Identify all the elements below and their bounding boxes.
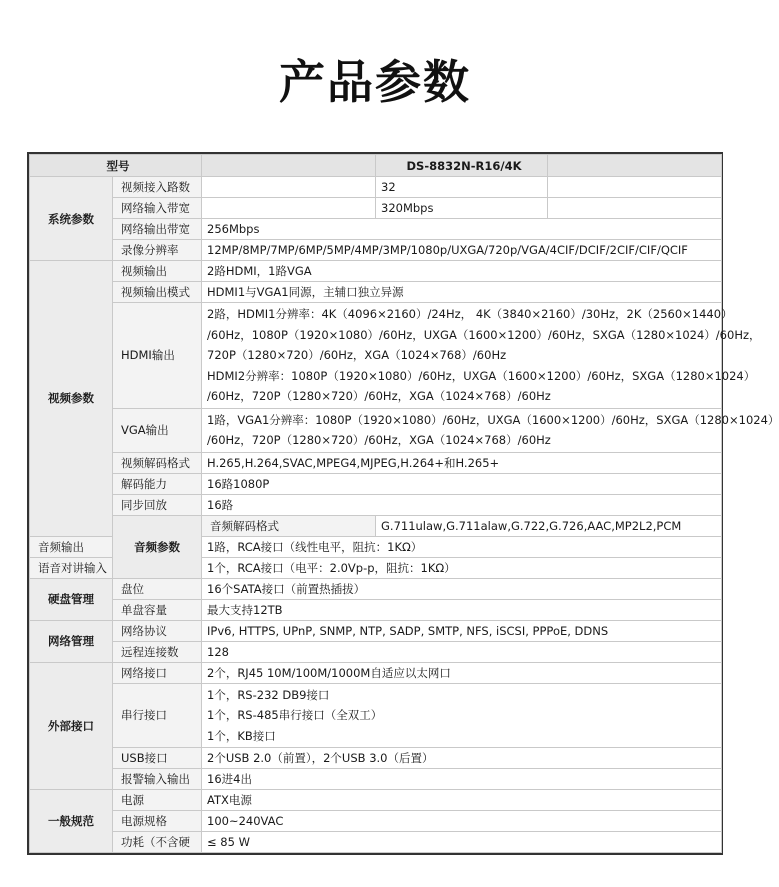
table-row bbox=[30, 748, 722, 769]
table-row bbox=[30, 177, 722, 198]
row-label: 解码能力 bbox=[113, 473, 202, 494]
table-row bbox=[30, 683, 722, 748]
row-value: 100~240VAC bbox=[202, 811, 722, 832]
row-value: H.265,H.264,SVAC,MPEG4,MJPEG,H.264+和H.265+ bbox=[202, 452, 722, 473]
row-value: G.711ulaw,G.711alaw,G.722,G.726,AAC,MP2L2,PCM bbox=[376, 515, 722, 536]
row-value: 16路1080P bbox=[202, 473, 722, 494]
spec-table bbox=[27, 152, 779, 855]
category-audio: 音频参数 bbox=[113, 515, 202, 578]
table-header-row bbox=[30, 155, 722, 177]
row-value: ATX电源 bbox=[202, 790, 722, 811]
row-label: VGA输出 bbox=[113, 408, 202, 452]
table-row bbox=[30, 282, 722, 303]
table-row bbox=[30, 219, 722, 240]
row-label: 盘位 bbox=[113, 578, 202, 599]
row-label: 网络输入带宽 bbox=[113, 198, 202, 219]
row-value: 2个，RJ45 10M/100M/1000M自适应以太网口 bbox=[202, 662, 722, 683]
model-value: DS-8832N-R16/4K bbox=[376, 155, 548, 177]
row-label: 网络协议 bbox=[113, 620, 202, 641]
header-blank-cell bbox=[202, 155, 376, 177]
row-value: 12MP/8MP/7MP/6MP/5MP/4MP/3MP/1080p/UXGA/720p/VGA/4CIF/DCIF/2CIF/CIF/QCIF bbox=[202, 240, 722, 261]
table-row bbox=[30, 578, 722, 599]
hdmi-output-value bbox=[202, 303, 761, 409]
row-label: 视频输出模式 bbox=[113, 282, 202, 303]
category-video: 视频参数 bbox=[30, 261, 113, 537]
value-line: /60Hz，720P（1280×720）/60Hz，XGA（1024×768）/60Hz bbox=[207, 433, 551, 447]
table-row bbox=[30, 769, 722, 790]
table-row bbox=[30, 473, 722, 494]
row-label: 功耗（不含硬 bbox=[113, 832, 202, 853]
row-label: USB接口 bbox=[113, 748, 202, 769]
row-label: 单盘容量 bbox=[113, 599, 202, 620]
row-value: 16路 bbox=[202, 494, 722, 515]
row-value: IPv6, HTTPS, UPnP, SNMP, NTP, SADP, SMTP, NFS, iSCSI, PPPoE, DDNS bbox=[202, 620, 722, 641]
header-blank-cell bbox=[548, 155, 722, 177]
table-row bbox=[30, 790, 722, 811]
value-line: /60Hz，720P（1280×720）/60Hz，XGA（1024×768）/60Hz bbox=[207, 389, 551, 403]
row-label: 视频解码格式 bbox=[113, 452, 202, 473]
value-line: 2路，HDMI1分辨率：4K（4096×2160）/24Hz， 4K（3840×2160）/30Hz，2K（2560×1440） bbox=[207, 307, 733, 321]
serial-port-value bbox=[202, 683, 722, 748]
row-value: 最大支持12TB bbox=[202, 599, 722, 620]
row-value: 16进4出 bbox=[202, 769, 722, 790]
table-row bbox=[30, 620, 722, 641]
row-label: 远程连接数 bbox=[113, 641, 202, 662]
row-label: 视频输出 bbox=[113, 261, 202, 282]
value-line: 1路，VGA1分辨率：1080P（1920×1080）/60Hz，UXGA（1600×1200）/60Hz，SXGA（1280×1024） bbox=[207, 412, 779, 427]
row-label: 报警输入输出 bbox=[113, 769, 202, 790]
row-label: 录像分辨率 bbox=[113, 240, 202, 261]
page-title: 产品参数 bbox=[279, 55, 471, 109]
row-value: 16个SATA接口（前置热插拔） bbox=[202, 578, 722, 599]
table-row bbox=[30, 303, 722, 409]
value-line: 720P（1280×720）/60Hz，XGA（1024×768）/60Hz bbox=[207, 348, 507, 362]
row-label: 同步回放 bbox=[113, 494, 202, 515]
table-row bbox=[30, 641, 722, 662]
row-value: ≤ 85 W bbox=[202, 832, 722, 853]
row-value: 32 bbox=[376, 177, 548, 198]
category-disk: 硬盘管理 bbox=[30, 578, 113, 620]
row-label: 音频输出 bbox=[30, 536, 113, 557]
table-row bbox=[30, 452, 722, 473]
vga-output-value bbox=[202, 408, 779, 452]
blank-cell bbox=[202, 198, 376, 219]
table-row bbox=[30, 662, 722, 683]
row-value: 256Mbps bbox=[202, 219, 722, 240]
row-value: 320Mbps bbox=[376, 198, 548, 219]
table-row bbox=[30, 515, 722, 536]
table-row bbox=[30, 261, 722, 282]
blank-cell bbox=[548, 198, 722, 219]
row-label: 网络输出带宽 bbox=[113, 219, 202, 240]
row-label: 视频接入路数 bbox=[113, 177, 202, 198]
row-value: 128 bbox=[202, 641, 722, 662]
row-label: 电源 bbox=[113, 790, 202, 811]
blank-cell bbox=[548, 177, 722, 198]
table-row bbox=[30, 832, 722, 853]
table-row bbox=[30, 599, 722, 620]
category-interfaces: 外部接口 bbox=[30, 662, 113, 790]
row-label: 电源规格 bbox=[113, 811, 202, 832]
row-value: HDMI1与VGA1同源，主辅口独立异源 bbox=[202, 282, 722, 303]
table-row bbox=[30, 494, 722, 515]
value-line: /60Hz，1080P（1920×1080）/60Hz，UXGA（1600×1200）/60Hz，SXGA（1280×1024）/60Hz， bbox=[207, 327, 761, 342]
row-value: 2路HDMI，1路VGA bbox=[202, 261, 722, 282]
value-line: 1个，KB接口 bbox=[207, 728, 276, 743]
value-line: 1个，RS-485串行接口（全双工） bbox=[207, 708, 383, 722]
row-value: 2个USB 2.0（前置），2个USB 3.0（后置） bbox=[202, 748, 722, 769]
category-network: 网络管理 bbox=[30, 620, 113, 662]
row-label: 音频解码格式 bbox=[202, 515, 376, 536]
row-value: 1个，RCA接口（电平：2.0Vp-p，阻抗：1KΩ） bbox=[202, 557, 722, 578]
category-system: 系统参数 bbox=[30, 177, 113, 261]
row-label: 串行接口 bbox=[113, 683, 202, 748]
row-label: HDMI输出 bbox=[113, 303, 202, 409]
blank-cell bbox=[202, 177, 376, 198]
value-line: 1个，RS-232 DB9接口 bbox=[207, 687, 330, 702]
table-row bbox=[30, 408, 722, 452]
row-label: 语音对讲输入 bbox=[30, 557, 113, 578]
value-line: HDMI2分辨率：1080P（1920×1080）/60Hz，UXGA（1600×1200）/60Hz，SXGA（1280×1024） bbox=[207, 368, 756, 383]
table-row bbox=[30, 240, 722, 261]
category-general: 一般规范 bbox=[30, 790, 113, 853]
table-row bbox=[30, 811, 722, 832]
model-label: 型号 bbox=[30, 155, 202, 177]
table-row bbox=[30, 198, 722, 219]
row-label: 网络接口 bbox=[113, 662, 202, 683]
row-value: 1路，RCA接口（线性电平，阻抗：1KΩ） bbox=[202, 536, 722, 557]
